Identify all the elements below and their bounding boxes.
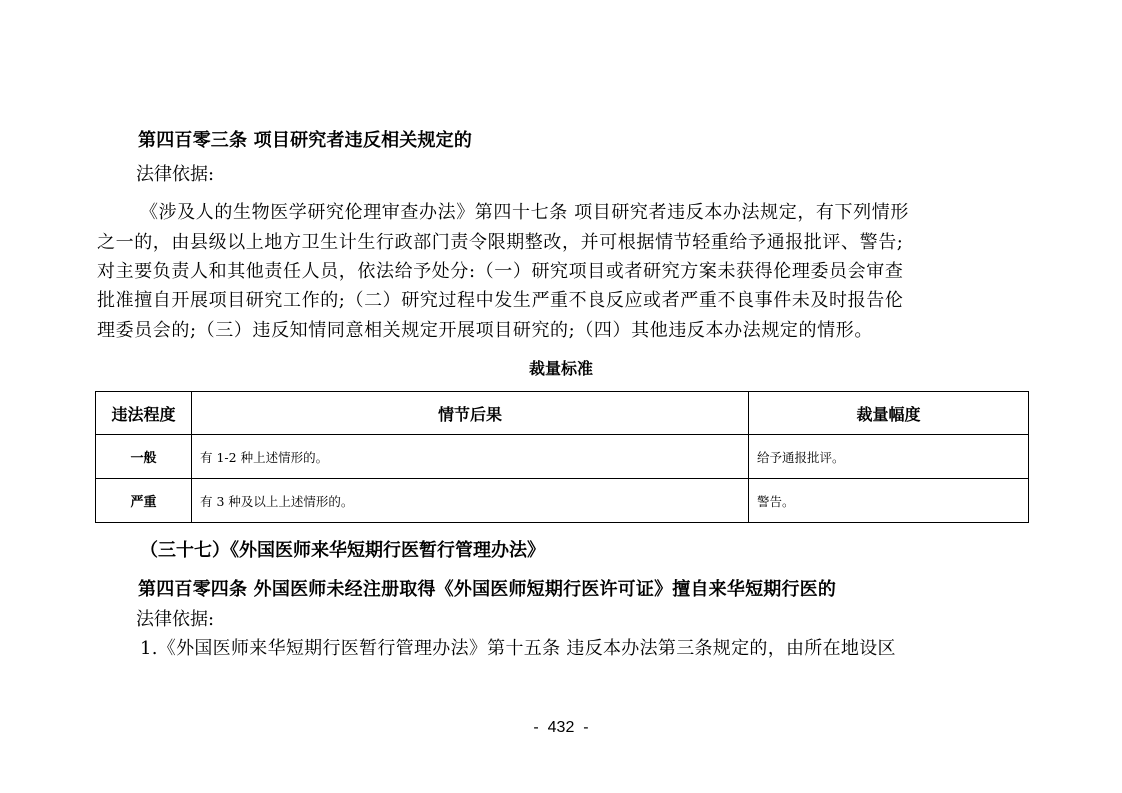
article-404-basis-label: 法律依据: bbox=[136, 609, 215, 630]
row-circumstance: 有 3 种及以上上述情形的。 bbox=[192, 479, 749, 523]
article-403-heading: 第四百零三条 项目研究者违反相关规定的 bbox=[138, 130, 473, 151]
section-37-heading: （三十七）《外国医师来华短期行医暂行管理办法》 bbox=[140, 540, 545, 561]
article-403-paragraph-line-3: 对主要负责人和其他责任人员，依法给予处分:（一）研究项目或者研究方案未获得伦理委员会审查 bbox=[97, 261, 904, 282]
row-level: 严重 bbox=[96, 479, 192, 523]
table-row bbox=[96, 435, 1029, 479]
article-403-paragraph-line-5: 理委员会的;（三）违反知情同意相关规定开展项目研究的;（四）其他违反本办法规定的情形。 bbox=[97, 320, 873, 341]
row-circumstance: 有 1-2 种上述情形的。 bbox=[192, 435, 749, 479]
article-404-paragraph-line-1: 1.《外国医师来华短期行医暂行管理办法》第十五条 违反本办法第三条规定的，由所在地设区 bbox=[140, 638, 896, 659]
article-403-basis-label: 法律依据: bbox=[136, 164, 215, 185]
header-penalty-range: 裁量幅度 bbox=[749, 392, 1029, 435]
sanction-table-title: 裁量标准 bbox=[528, 359, 593, 378]
header-violation-level: 违法程度 bbox=[96, 392, 192, 435]
article-404-heading: 第四百零四条 外国医师未经注册取得《外国医师短期行医许可证》擅自来华短期行医的 bbox=[138, 579, 837, 600]
page-number: - 432 - bbox=[533, 719, 589, 736]
article-403-paragraph-line-2: 之一的，由县级以上地方卫生计生行政部门责令限期整改，并可根据情节轻重给予通报批评、警告; bbox=[97, 232, 904, 253]
article-403-paragraph-line-1: 《涉及人的生物医学研究伦理审查办法》第四十七条 项目研究者违反本办法规定，有下列情形 bbox=[140, 202, 909, 223]
table-row bbox=[96, 479, 1029, 523]
sanction-table bbox=[95, 391, 1029, 523]
row-penalty: 警告。 bbox=[749, 479, 1029, 523]
sanction-table-header-row bbox=[96, 392, 1029, 435]
article-403-paragraph-line-4: 批准擅自开展项目研究工作的;（二）研究过程中发生严重不良反应或者严重不良事件未及时报告伦 bbox=[97, 290, 904, 311]
row-penalty: 给予通报批评。 bbox=[749, 435, 1029, 479]
row-level: 一般 bbox=[96, 435, 192, 479]
header-circumstance: 情节后果 bbox=[192, 392, 749, 435]
